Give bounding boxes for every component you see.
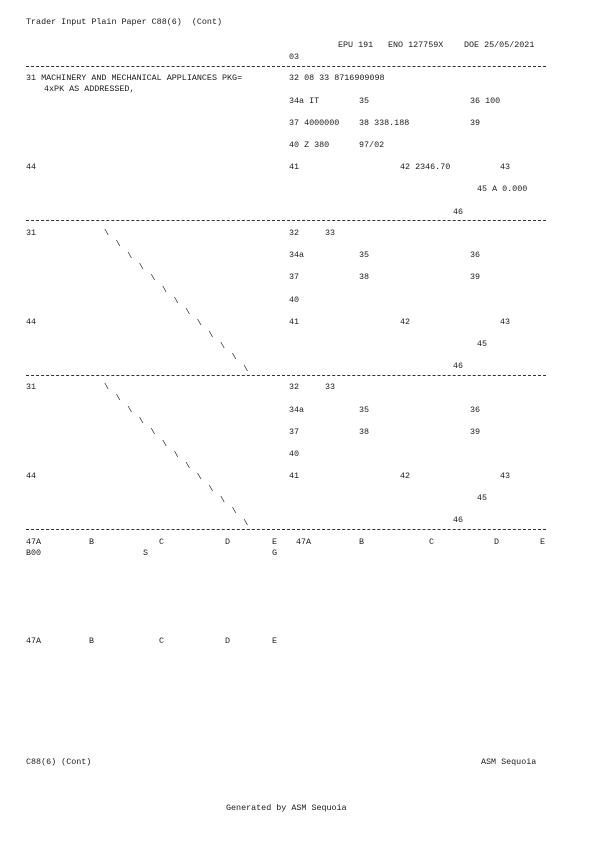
void-slash-mark: \: [243, 517, 249, 528]
box-46: 46: [453, 361, 464, 371]
tax-g: G: [272, 548, 278, 558]
box-34a: 34a IT: [289, 96, 320, 106]
box-41: 41: [289, 317, 300, 327]
box-39: 39: [470, 427, 481, 437]
void-slash-mark: \: [150, 273, 156, 284]
void-slash-mark: \: [173, 295, 179, 306]
box-41: 41: [289, 162, 300, 172]
box-37: 37: [289, 272, 300, 282]
box-44: 44: [26, 317, 37, 327]
box-40: 40 Z 380: [289, 140, 330, 150]
box-36: 36: [470, 250, 481, 260]
separator: [26, 220, 546, 221]
box-47-d-right: D: [494, 537, 500, 547]
box-35: 35: [359, 96, 370, 106]
void-slash-mark: \: [196, 318, 202, 329]
box-40-ref: 97/02: [359, 140, 385, 150]
box-47-b: B: [89, 636, 95, 646]
box-39: 39: [470, 118, 481, 128]
box-43: 43: [500, 471, 511, 481]
void-slash-mark: \: [208, 329, 214, 340]
void-slash-mark: \: [220, 341, 226, 351]
box-45: 45 A 0.000: [477, 184, 528, 194]
box-46: 46: [453, 207, 464, 217]
goods-description-cont: 4xPK AS ADDRESSED,: [44, 84, 135, 94]
box-47-e: E: [272, 636, 278, 646]
box-38: 38 338.188: [359, 118, 410, 128]
void-slash-mark: \: [231, 352, 237, 363]
void-slash-mark: \: [196, 472, 202, 483]
box-47-c: C: [159, 636, 165, 646]
void-slash-mark: \: [138, 415, 144, 426]
box-34a: 34a: [289, 250, 305, 260]
box-47a: 47A: [26, 537, 42, 547]
box-35: 35: [359, 405, 370, 415]
generated-by-note: Generated by ASM Sequoia: [226, 803, 347, 813]
eno-number: ENO 127759X: [388, 40, 444, 50]
goods-description: 31 MACHINERY AND MECHANICAL APPLIANCES PKG=: [26, 73, 243, 83]
box-03: 03: [289, 52, 300, 62]
box-42: 42: [400, 471, 411, 481]
epu-number: EPU 191: [338, 40, 374, 50]
box-43: 43: [500, 317, 511, 327]
document-title: Trader Input Plain Paper C88(6) (Cont): [26, 17, 223, 27]
void-slash-mark: \: [127, 250, 133, 261]
box-47-c: C: [159, 537, 165, 547]
separator: [26, 375, 546, 376]
box-32: 32: [289, 228, 300, 238]
void-slash-mark: \: [127, 404, 133, 415]
void-slash-mark: \: [220, 495, 226, 505]
box-44: 44: [26, 162, 37, 172]
void-slash-mark: \: [138, 261, 144, 272]
void-slash-mark: \: [104, 382, 110, 392]
void-slash-mark: \: [115, 239, 121, 250]
box-47-b: B: [89, 537, 95, 547]
box-36: 36: [470, 405, 481, 415]
box-33: 33: [325, 382, 336, 392]
box-47-e-right: E: [540, 537, 546, 547]
separator: [26, 66, 546, 67]
void-slash-mark: \: [185, 307, 191, 318]
box-47-e: E: [272, 537, 278, 547]
box-35: 35: [359, 250, 370, 260]
box-40: 40: [289, 295, 300, 305]
void-slash-mark: \: [162, 438, 168, 449]
box-45: 45: [477, 339, 488, 349]
box-33: 33: [325, 228, 336, 238]
box-45: 45: [477, 493, 488, 503]
box-31: 31: [26, 228, 37, 238]
box-41: 41: [289, 471, 300, 481]
box-34a: 34a: [289, 405, 305, 415]
void-slash-mark: \: [104, 228, 110, 238]
box-43: 43: [500, 162, 511, 172]
doe-date: DOE 25/05/2021: [464, 40, 535, 50]
void-slash-mark: \: [231, 506, 237, 517]
box-47a-right: 47A: [296, 537, 312, 547]
box-46: 46: [453, 515, 464, 525]
void-slash-mark: \: [115, 393, 121, 404]
box-40: 40: [289, 449, 300, 459]
box-44: 44: [26, 471, 37, 481]
box-47-d: D: [225, 636, 231, 646]
box-47-b-right: B: [359, 537, 365, 547]
box-38: 38: [359, 427, 370, 437]
footer-form-code: C88(6) (Cont): [26, 757, 92, 767]
box-47-c-right: C: [429, 537, 435, 547]
box-37: 37 4000000: [289, 118, 340, 128]
separator: [26, 529, 546, 530]
void-slash-mark: \: [173, 449, 179, 460]
box-32: 32: [289, 382, 300, 392]
void-slash-mark: \: [185, 461, 191, 472]
tax-type-b00: B00: [26, 548, 42, 558]
box-36: 36 100: [470, 96, 501, 106]
box-37: 37: [289, 427, 300, 437]
void-slash-mark: \: [243, 363, 249, 374]
tax-s: S: [143, 548, 149, 558]
box-38: 38: [359, 272, 370, 282]
box-47-d: D: [225, 537, 231, 547]
void-slash-mark: \: [150, 427, 156, 438]
box-39: 39: [470, 272, 481, 282]
box-47a: 47A: [26, 636, 42, 646]
box-32-commodity: 32 08 33 8716909098: [289, 73, 385, 83]
void-slash-mark: \: [162, 284, 168, 295]
footer-vendor: ASM Sequoia: [481, 757, 537, 767]
box-42: 42 2346.70: [400, 162, 451, 172]
void-slash-mark: \: [208, 483, 214, 494]
box-42: 42: [400, 317, 411, 327]
box-31: 31: [26, 382, 37, 392]
